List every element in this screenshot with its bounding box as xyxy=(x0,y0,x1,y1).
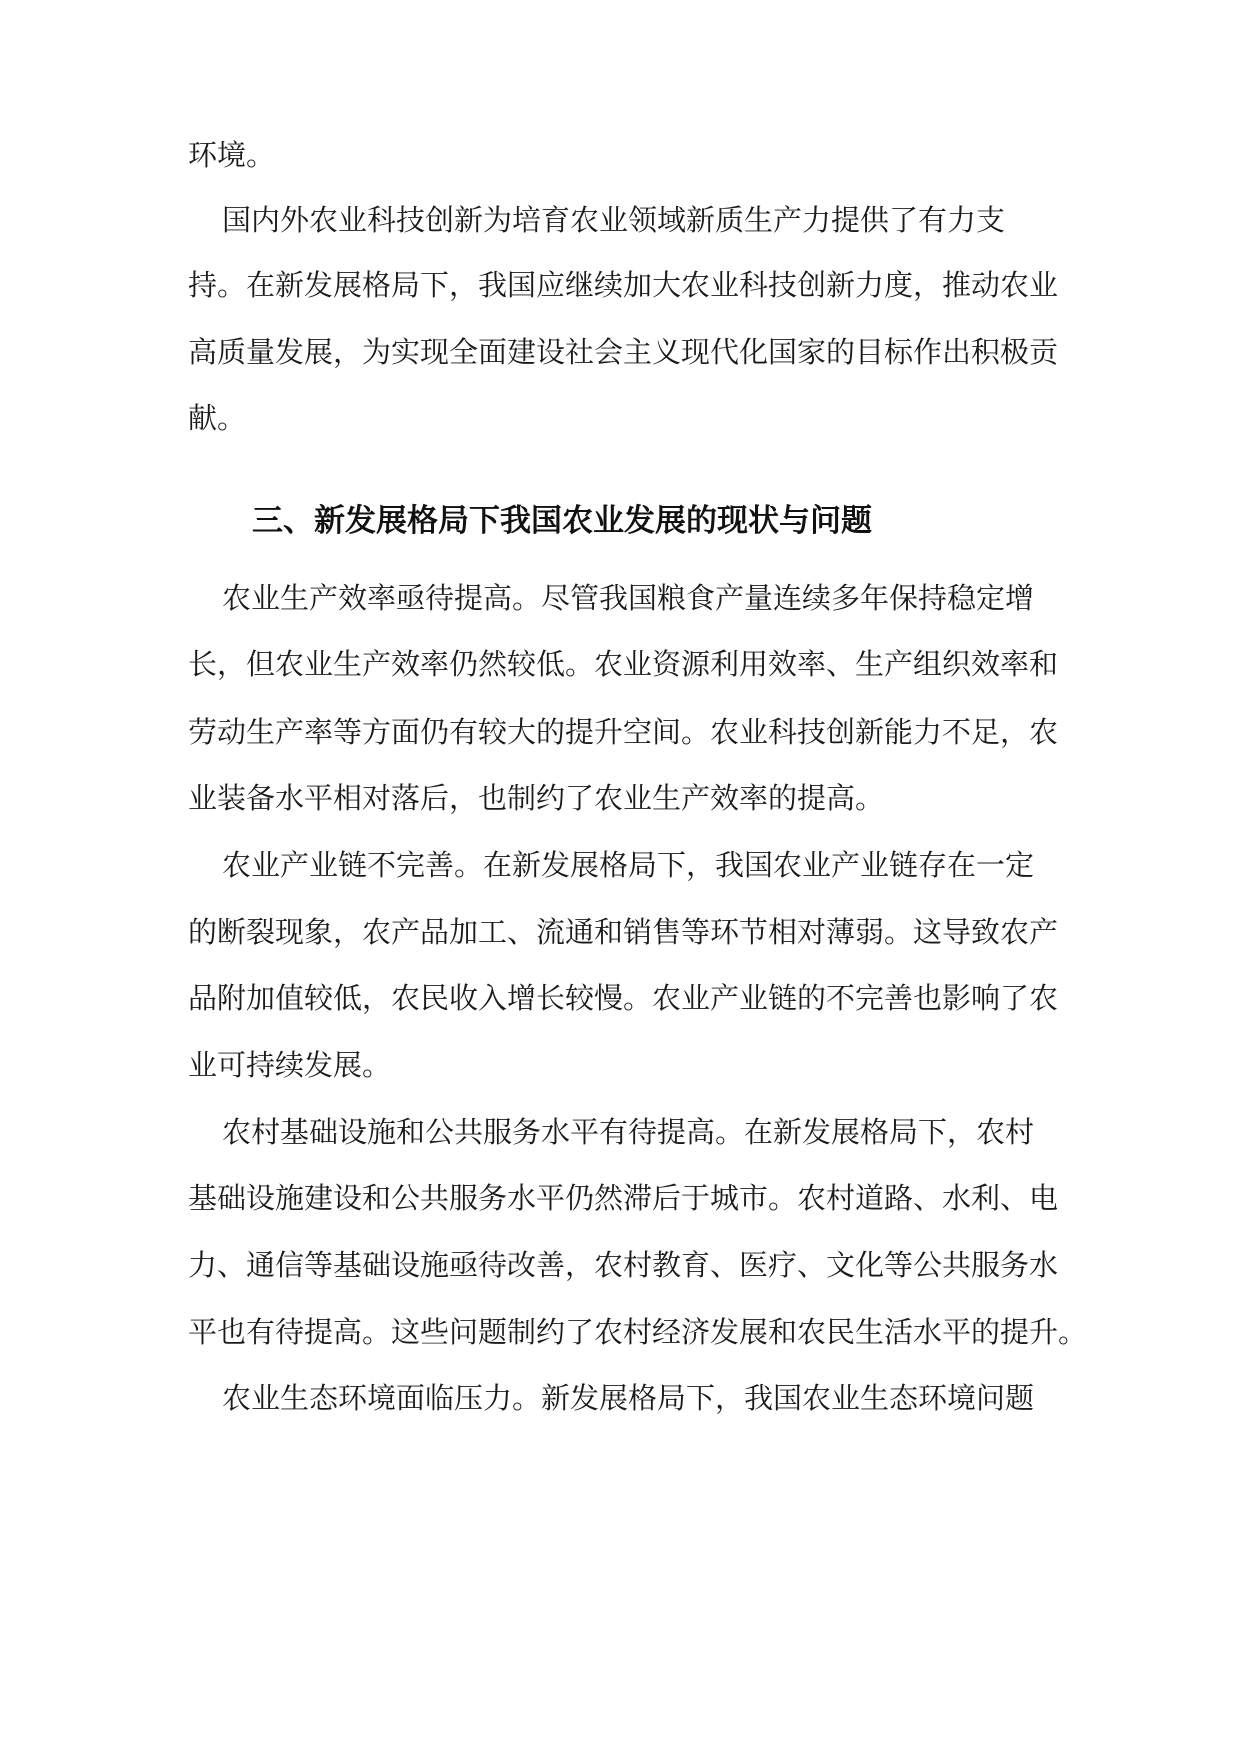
paragraph-line: 的断裂现象，农产品加工、流通和销售等环节相对薄弱。这导致农产 xyxy=(188,915,1059,949)
paragraph-line: 平也有待提高。这些问题制约了农村经济发展和农民生活水平的提升。 xyxy=(188,1315,1088,1349)
paragraph-line: 农业产业链不完善。在新发展格局下，我国农业产业链存在一定 xyxy=(222,848,1035,882)
paragraph-line: 业可持续发展。 xyxy=(188,1048,392,1082)
paragraph-line: 国内外农业科技创新为培育农业领域新质生产力提供了有力支 xyxy=(222,203,1006,237)
paragraph-line: 献。 xyxy=(188,401,247,435)
paragraph-line: 品附加值较低，农民收入增长较慢。农业产业链的不完善也影响了农 xyxy=(188,981,1059,1015)
paragraph-line: 基础设施建设和公共服务水平仍然滞后于城市。农村道路、水利、电 xyxy=(188,1181,1059,1215)
paragraph-line: 劳动生产率等方面仍有较大的提升空间。农业科技创新能力不足，农 xyxy=(188,715,1059,749)
paragraph-line: 环境。 xyxy=(188,138,276,172)
paragraph-line: 农村基础设施和公共服务水平有待提高。在新发展格局下，农村 xyxy=(222,1115,1035,1149)
paragraph-line: 力、通信等基础设施亟待改善，农村教育、医疗、文化等公共服务水 xyxy=(188,1248,1059,1282)
paragraph-line: 业装备水平相对落后，也制约了农业生产效率的提高。 xyxy=(188,781,885,815)
paragraph-line: 长，但农业生产效率仍然较低。农业资源利用效率、生产组织效率和 xyxy=(188,647,1059,681)
paragraph-line: 农业生态环境面临压力。新发展格局下，我国农业生态环境问题 xyxy=(222,1381,1035,1415)
paragraph-line: 农业生产效率亟待提高。尽管我国粮食产量连续多年保持稳定增 xyxy=(222,581,1035,615)
paragraph-line: 高质量发展，为实现全面建设社会主义现代化国家的目标作出积极贡 xyxy=(188,335,1059,369)
paragraph-line: 持。在新发展格局下，我国应继续加大农业科技创新力度，推动农业 xyxy=(188,268,1059,302)
section-heading: 三、新发展格局下我国农业发展的现状与问题 xyxy=(252,503,872,539)
